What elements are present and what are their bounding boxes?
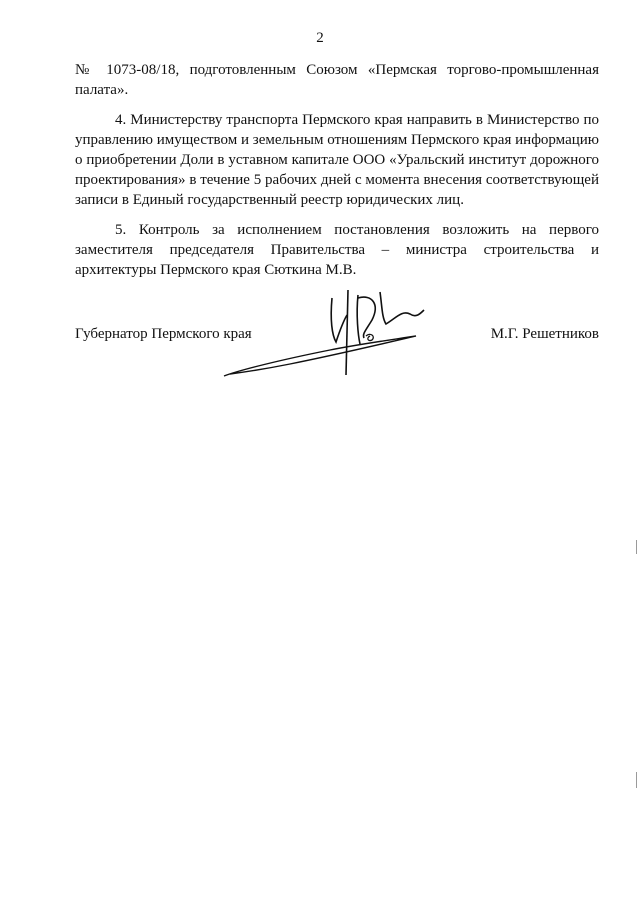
page-number: 2 <box>316 30 324 46</box>
scan-margin-mark <box>636 772 637 788</box>
handwritten-signature <box>220 280 450 380</box>
signatory-name: М.Г. Решетников <box>490 326 599 342</box>
scan-margin-mark <box>636 540 637 554</box>
document-body <box>75 60 599 290</box>
paragraph-continuation: № 1073-08/18, подготовленным Союзом «Пермская торгово-промышленная палата». <box>75 62 599 98</box>
signatory-position: Губернатор Пермского края <box>75 326 252 342</box>
paragraph-item-5: 5. Контроль за исполнением постановления возложить на первого заместителя председателя Правительства – министра строительства и архитектуры Пермского края Сюткина М.В. <box>75 222 599 278</box>
paragraph-item-4: 4. Министерству транспорта Пермского края направить в Министерство по управлению имуществом и земельным отношениям Пермского края информацию о приобретении Доли в уставном капитале ООО «Уральский институт дорожного проектирования» в течение 5 рабочих дней с момента внесения соответствующей записи в Единый государственный реестр юридических лиц. <box>75 112 599 208</box>
